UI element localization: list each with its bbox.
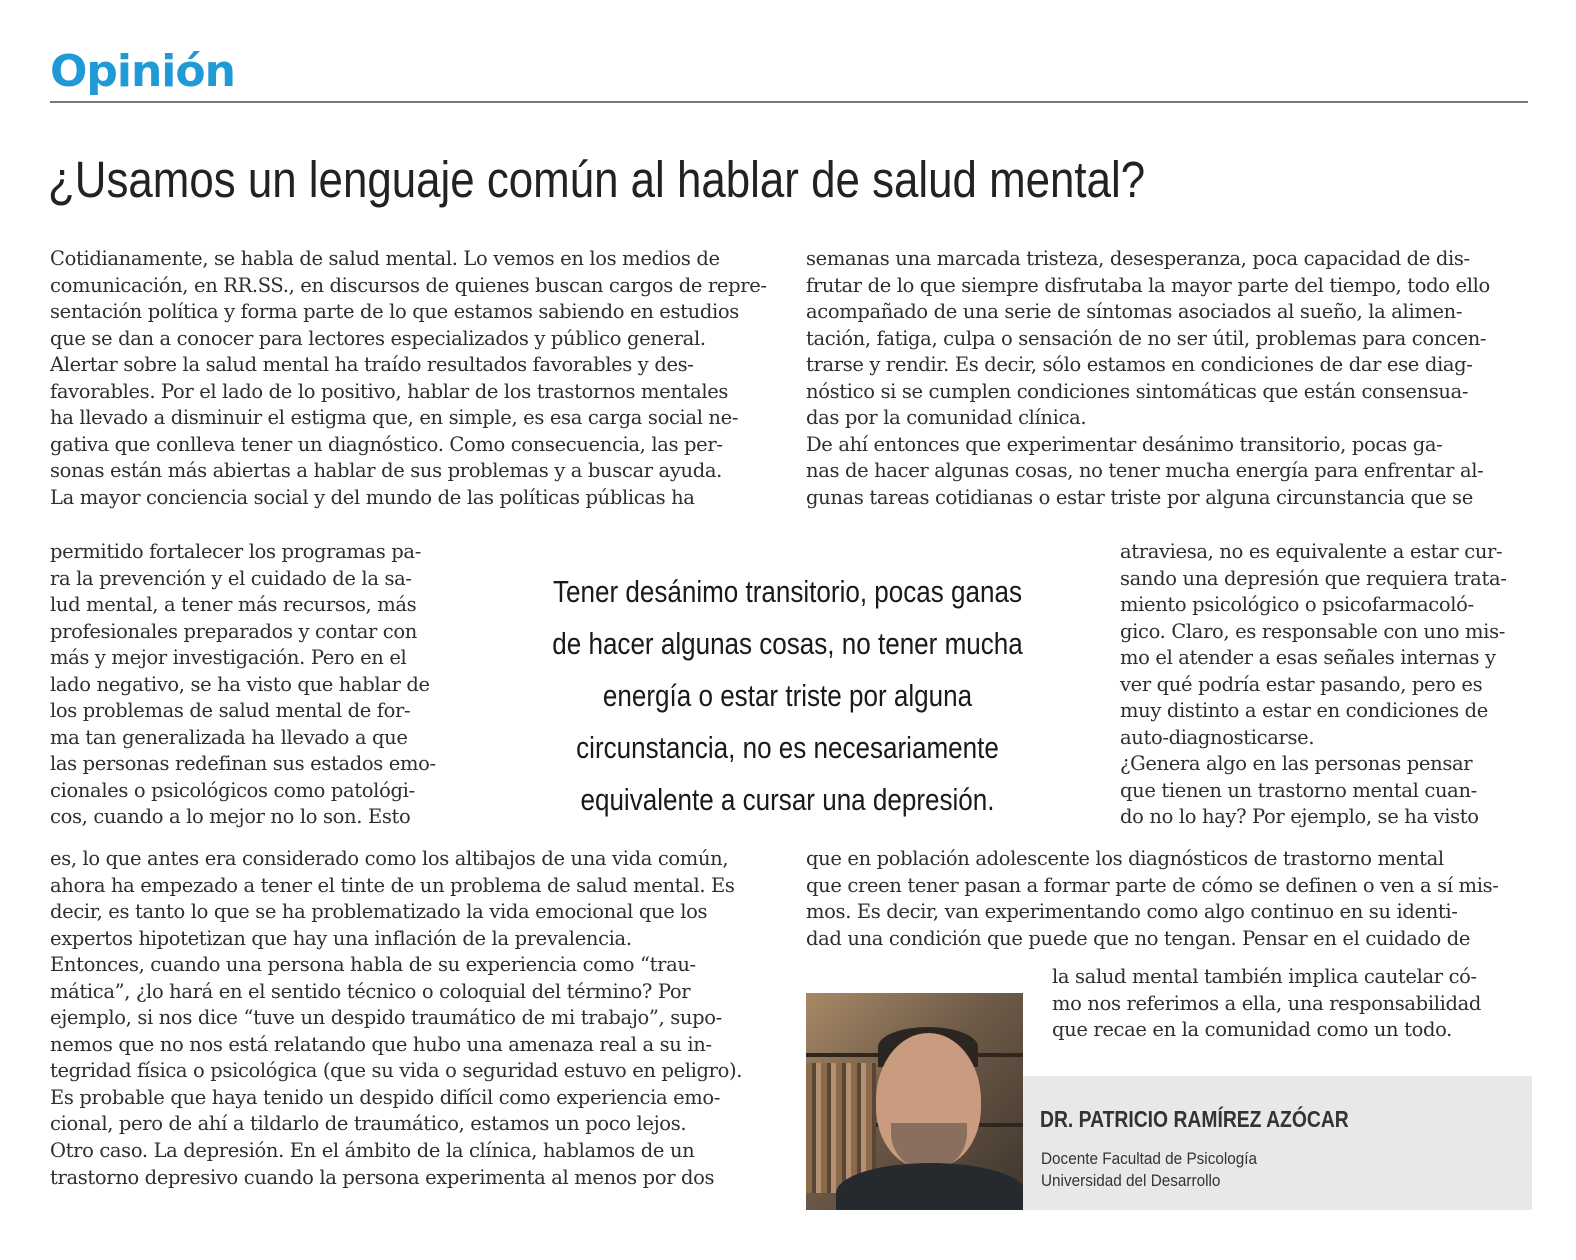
author-role bbox=[1041, 1148, 1257, 1192]
pull-quote: Tener desánimo transitorio, pocas ganas de hacer algunas cosas, no tener mucha energía o estar triste por alguna circunstancia, no es necesariamente equivalente a cursar una depresión. bbox=[552, 574, 1023, 817]
column-2-end-text: la salud mental también implica cautelar có- mo nos referimos a ella, una responsabilidad que recae en la comunidad como un todo. bbox=[1052, 965, 1482, 1042]
article-headline: ¿Usamos un lenguaje común al hablar de salud mental? bbox=[48, 151, 1146, 208]
section-label: Opinión bbox=[50, 46, 235, 97]
author-photo bbox=[806, 993, 1023, 1210]
section-divider bbox=[50, 101, 1528, 103]
author-name: DR. PATRICIO RAMÍREZ AZÓCAR bbox=[1040, 1106, 1349, 1132]
column-2-narrow-text: atraviesa, no es equivalente a estar cur- sando una depresión que requiera trata- miento psicológico o psicofarmacoló- gico. Claro, es responsable con uno mis- mo el atender a esas señales internas y ver qué podría estar pasando, pero es muy distinto a estar en condiciones de auto-diagnosticarse. ¿Genera algo en las personas pensar que tienen un trastorno mental cuan- do no lo hay? Por ejemplo, se ha visto bbox=[1120, 540, 1507, 829]
column-1-bottom-text: es, lo que antes era considerado como los altibajos de una vida común, ahora ha empezado a tener el tinte de un problema de salud mental. Es decir, es tanto lo que se ha problematizado la vida emocional que los expertos hipotetizan que hay una inflación de la prevalencia. Entonces, cuando una persona habla de su experiencia como “trau- mática”, ¿lo hará en el sentido técnico o coloquial del término? Por ejemplo, si nos dice “tuve un despido traumático de mi trabajo”, supo- nemos que no nos está relatando que hubo una amenaza real a su in- tegridad física o psicológica (que su vida o seguridad estuvo en peligro). Es probable que haya tenido un despido difícil como experiencia emo- cional, pero de ahí a tildarlo de traumático, estamos un poco lejos. Otro caso. La depresión. En el ámbito de la clínica, hablamos de un trastorno depresivo cuando la persona experimenta al menos por dos bbox=[50, 847, 743, 1189]
column-1-narrow-text: permitido fortalecer los programas pa- ra la prevención y el cuidado de la sa- lud mental, a tener más recursos, más profesionales preparados y contar con más y mejor investigación. Pero en el lado negativo, se ha visto que hablar de los problemas de salud mental de for- ma tan generalizada ha llevado a que las personas redefinan sus estados emo- cionales o psicológicos como patológi- cos, cuando a lo mejor no lo son. Esto bbox=[50, 540, 436, 829]
author-role-line-2: Universidad del Desarrollo bbox=[1041, 1171, 1221, 1190]
author-role-line-1: Docente Facultad de Psicología bbox=[1041, 1149, 1258, 1168]
column-2-wide-text: que en población adolescente los diagnósticos de trastorno mental que creen tener pasan a formar parte de cómo se definen o ven a sí mis- mos. Es decir, van experimentando como algo continuo en su identi- dad una condición que puede que no tengan. Pensar en el cuidado de bbox=[806, 847, 1499, 950]
column-1-top-text: Cotidianamente, se habla de salud mental. Lo vemos en los medios de comunicación, en RR.SS., en discursos de quienes buscan cargos de repre- sentación política y forma parte de lo que estamos sabiendo en estudios que se dan a conocer para lectores especializados y público general. Alertar sobre la salud mental ha traído resultados favorables y des- favorables. Por el lado de lo positivo, hablar de los trastornos mentales ha llevado a disminuir el estigma que, en simple, es esa carga social ne- gativa que conlleva tener un diagnóstico. Como consecuencia, las per- sonas están más abiertas a hablar de sus problemas y a buscar ayuda. La mayor conciencia social y del mundo de las políticas públicas ha bbox=[50, 247, 767, 509]
column-2-top-text: semanas una marcada tristeza, desesperanza, poca capacidad de dis- frutar de lo que siempre disfrutaba la mayor parte del tiempo, todo ello acompañado de una serie de síntomas asociados al sueño, la alimen- tación, fatiga, culpa o sensación de no ser útil, problemas para concen- trarse y rendir. Es decir, sólo estamos en condiciones de dar ese diag- nóstico si se cumplen condiciones sintomáticas que están consensua- das por la comunidad clínica. De ahí entonces que experimentar desánimo transitorio, pocas ga- nas de hacer algunas cosas, no tener mucha energía para enfrentar al- gunas tareas cotidianas o estar triste por alguna circunstancia que se bbox=[806, 247, 1490, 509]
